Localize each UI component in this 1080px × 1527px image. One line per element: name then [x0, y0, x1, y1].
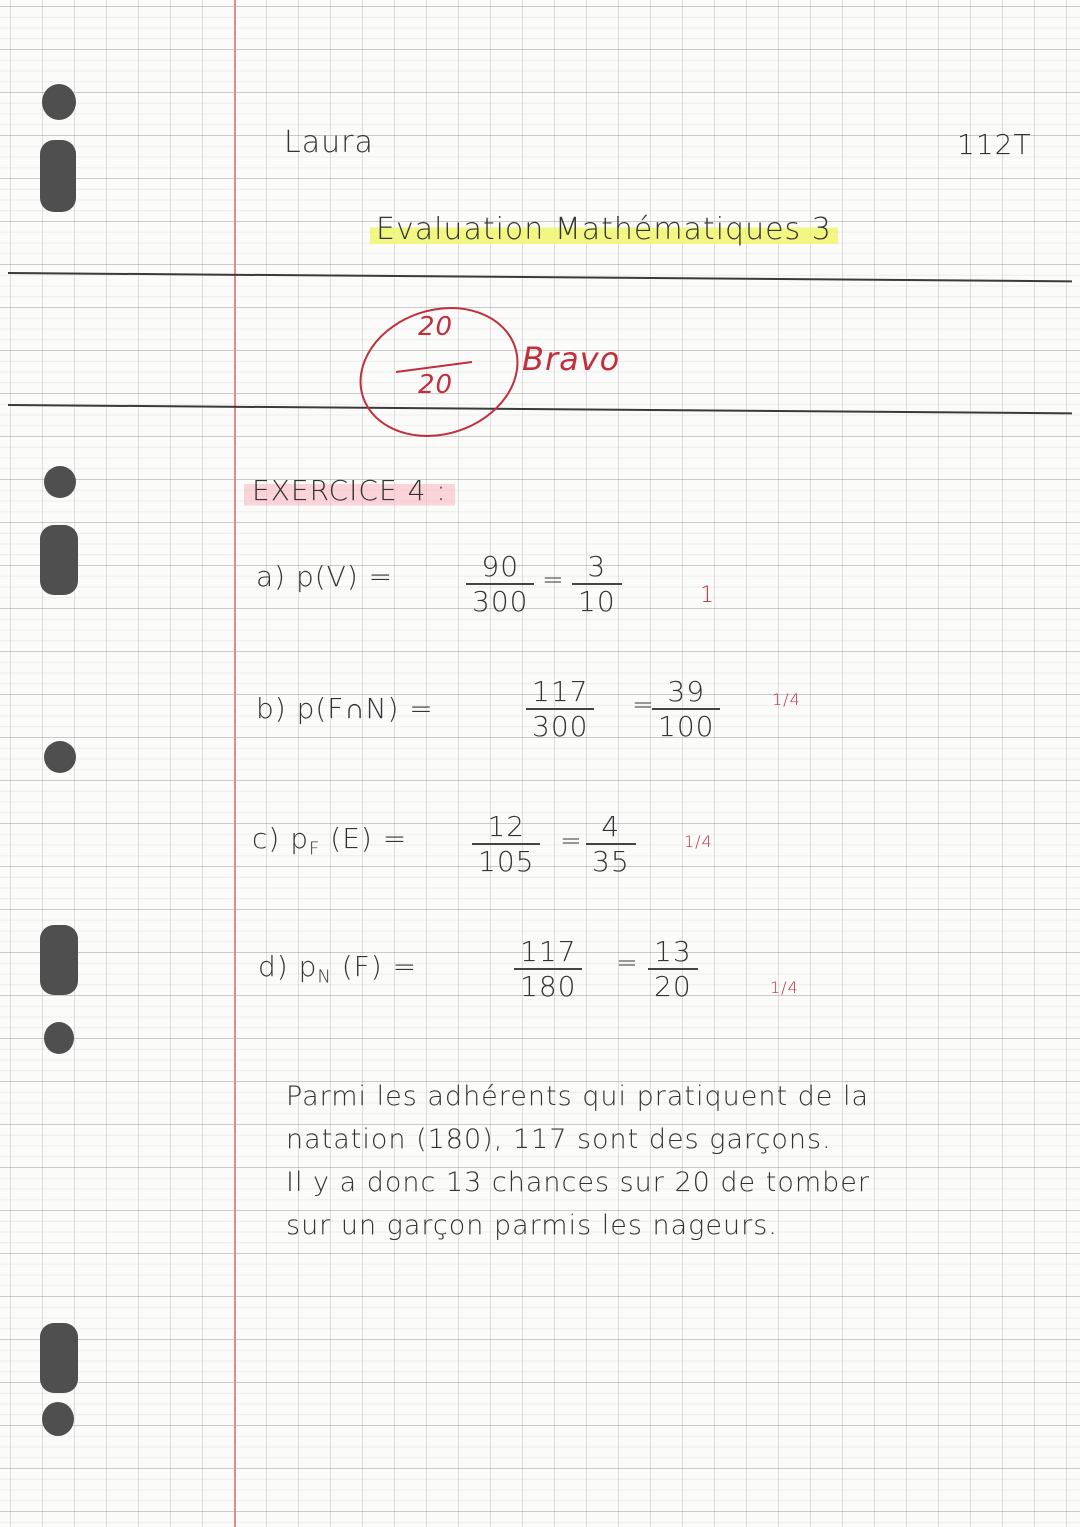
item-a-denominator-2: 10 [578, 585, 616, 618]
item-c-label [252, 822, 407, 860]
item-c-label-tail: (E) = [330, 822, 408, 855]
conclusion-line: Parmi les adhérents qui pratiquent de la [286, 1081, 869, 1112]
binder-hole [42, 84, 76, 120]
item-b-label: b) p(F∩N) = [256, 692, 434, 725]
item-a-mark: 1 [700, 583, 715, 608]
binder-hole [40, 1323, 78, 1393]
item-c-equals: = [560, 826, 583, 856]
exercise-heading-text: EXERCICE 4 : [244, 474, 455, 507]
item-a-numerator-1: 90 [466, 550, 534, 585]
item-c-denominator-2: 35 [592, 845, 630, 878]
page-title [370, 212, 838, 247]
binder-hole [44, 741, 76, 773]
class-code: 112T [957, 128, 1032, 161]
item-c-fraction-2 [586, 810, 636, 878]
item-a-numerator-2: 3 [572, 550, 622, 585]
exercise-heading [244, 474, 455, 507]
grade-comment: Bravo [522, 340, 621, 378]
binder-hole [40, 925, 78, 995]
item-b-denominator-1: 300 [532, 710, 589, 743]
item-d-subscript: N [317, 966, 332, 988]
binder-hole [42, 1402, 74, 1436]
header-rule-bottom [8, 404, 1072, 414]
item-d-denominator-1: 180 [520, 970, 577, 1003]
margin-line [234, 0, 236, 1527]
item-d-equals: = [616, 948, 639, 978]
item-d-fraction-1 [514, 935, 582, 1003]
item-c-fraction-1 [472, 810, 540, 878]
conclusion-line: Il y a donc 13 chances sur 20 de tomber [286, 1167, 870, 1198]
item-a-fraction-1 [466, 550, 534, 618]
item-d-fraction-2 [648, 935, 698, 1003]
item-c-numerator-2: 4 [586, 810, 636, 845]
binder-hole [40, 525, 78, 595]
item-b-fraction-1 [526, 675, 594, 743]
item-a-denominator-1: 300 [472, 585, 529, 618]
item-c-label-prefix: c) p [252, 822, 309, 855]
item-c-subscript: F [309, 838, 321, 860]
grade-score: 20 [418, 312, 454, 342]
item-d-label-tail: (F) = [341, 950, 418, 983]
item-b-denominator-2: 100 [658, 710, 715, 743]
item-b-fraction-2 [652, 675, 720, 743]
item-d-denominator-2: 20 [654, 970, 692, 1003]
item-d-label [258, 950, 417, 988]
item-c-denominator-1: 105 [478, 845, 535, 878]
student-name: Laura [284, 125, 374, 160]
item-d-numerator-2: 13 [648, 935, 698, 970]
item-b-numerator-1: 117 [526, 675, 594, 710]
header-rule-top [8, 272, 1072, 282]
binder-hole [44, 466, 76, 498]
item-c-mark: 1/4 [684, 832, 713, 851]
item-d-numerator-1: 117 [514, 935, 582, 970]
conclusion-line: natation (180), 117 sont des garçons. [286, 1124, 832, 1155]
conclusion-line: sur un garçon parmis les nageurs. [286, 1210, 778, 1241]
item-b-mark: 1/4 [772, 690, 801, 709]
item-a-label: a) p(V) = [256, 560, 394, 593]
item-b-equals: = [632, 690, 655, 720]
binder-hole [44, 1022, 74, 1054]
title-highlight: Evaluation Mathématiques 3 [370, 212, 838, 247]
grade-total: 20 [418, 370, 454, 400]
binder-hole [40, 140, 76, 212]
item-d-label-prefix: d) p [258, 950, 318, 983]
item-c-numerator-1: 12 [472, 810, 540, 845]
item-d-mark: 1/4 [770, 978, 799, 997]
item-b-numerator-2: 39 [652, 675, 720, 710]
item-a-fraction-2 [572, 550, 622, 618]
item-a-equals: = [542, 565, 565, 595]
conclusion-paragraph [286, 1075, 1056, 1247]
